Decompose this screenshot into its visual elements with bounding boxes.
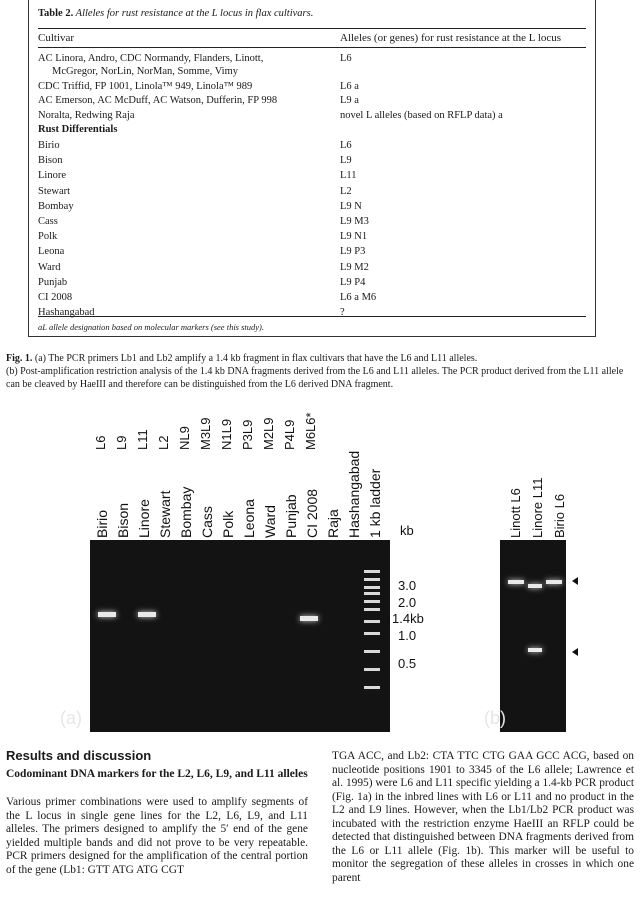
genotype-label-a: L6 [93,435,108,450]
differential-allele: L9 P4 [340,276,366,288]
differential-allele: ? [340,307,345,319]
differential-cultivar: Leona [38,246,65,258]
differential-allele: L9 P3 [340,246,366,258]
gel-panel-a [90,540,390,732]
body-column-2: TGA ACC, and Lb2: CTA TTC CTG GAA GCC ACG, based on nucleotide positions 1901 to 3345 of the L6 allele; Lawrence et al. 1995) were L6 and L11 specific yielding a 1.4-kb PCR product (Fig. 1a) in the inbred lines with L6 or L11 and no product in the L2 and L9 lines. However, when the Lb1/Lb2 PCR product was incubated with the restriction enzyme HaeIII an RFLP could be detected that distinguished between DNA fragments derived from the L6 or L11 allele (Fig. 1b). This marker will be useful to monitor the segregation of these alleles in crosses in which one parent [332,750,634,884]
marker-1.4kb: 1.4kb [392,611,424,626]
genotype-label-a: P3L9 [240,419,255,450]
ladder-band [364,608,380,611]
lane-label-a: Birio [94,509,110,538]
lane-label-a: Raja [325,509,341,538]
differential-allele: L6 [340,140,352,151]
lane-label-a: Leona [241,499,257,538]
differential-allele: L2 [340,185,352,197]
differential-allele: L6 a M6 [340,292,377,303]
differential-cultivar: Ward [38,261,61,273]
panel-label-a: (a) [60,708,82,728]
differential-cultivar: CI 2008 [38,292,73,303]
genotype-label-a: N1L9 [219,418,234,450]
table-frame [28,0,596,337]
differential-cultivar: Birio [38,140,60,151]
differential-allele: L9 M3 [340,216,369,227]
table-caption: Table 2. Alleles for rust resistance at the L locus in flax cultivars. [38,8,314,19]
table-header-alleles: Alleles (or genes) for rust resistance at the L locus [340,32,562,44]
ladder-band [364,570,380,573]
differential-cultivar: Bison [38,155,63,167]
ladder-band [364,632,380,635]
differential-cultivar: Punjab [38,276,68,288]
genotype-label-a: M6L6* [303,412,318,450]
band-birio-3.0kb [546,580,562,584]
arrow-b-upper [572,577,578,585]
table-bottom-rule [38,316,586,317]
ladder-band [364,592,380,595]
genotype-label-a: P4L9 [282,419,297,450]
table-top-rule [38,28,586,29]
table-header-cultivar: Cultivar [38,32,75,44]
arrow-1.4kb [384,615,390,623]
genotype-label-a: M2L9 [261,417,276,450]
band-linore-0.7kb [528,648,542,652]
differential-cultivar: Polk [38,231,58,243]
genotype-label-a: L9 [114,435,129,450]
band-linore-1.4kb [138,612,156,617]
genotype-label-a: L11 [135,429,150,450]
differential-cultivar: Linore [38,170,66,182]
ladder-band [364,578,380,581]
differential-allele: L9 M2 [340,261,369,273]
lane-label-a: Bombay [178,486,194,538]
differential-cultivar: Hashangabad [38,307,95,319]
table-row-allele: L9 a [340,95,359,106]
differential-allele: L9 N1 [340,231,368,243]
lane-label-a: Linore [136,499,152,538]
subsection-heading: Codominant DNA markers for the L2, L6, L9, and L11 alleles [6,768,308,780]
marker-2.0: 2.0 [398,595,417,610]
lane-label-b: Linore L11 [530,477,545,538]
differential-allele: L9 [340,155,352,167]
differential-cultivar: Cass [38,216,58,227]
genotype-label-a: M3L9 [198,417,213,450]
table-row-cultivar: McGregor, NorLin, NorMan, Somme, Vimy [52,66,238,77]
differential-allele: L9 N [340,200,362,212]
table-row-allele: novel L alleles (based on RFLP data) a [340,110,503,121]
lane-label-a: 1 kb ladder [367,468,383,538]
lane-label-a: CI 2008 [304,488,320,538]
table-row-cultivar: AC Emerson, AC McDuff, AC Watson, Dufferin, FP 998 [38,95,278,106]
gel-panel-b [500,540,566,732]
lane-label-a: Cass [199,506,215,538]
marker-0.5: 0.5 [398,656,417,671]
marker-1.0: 1.0 [398,628,417,643]
arrow-b-lower [572,648,578,656]
kb-unit: kb [400,523,414,538]
ladder-band [364,586,380,589]
band-ci2008-1.4kb [300,616,318,621]
lane-label-b: Birio L6 [552,493,567,538]
differential-cultivar: Stewart [38,185,71,197]
lane-label-a: Polk [220,510,236,538]
table-row-cultivar: AC Linora, Andro, CDC Normandy, Flanders, Linott, [38,53,264,64]
genotype-label-a: L2 [156,435,171,450]
lane-label-a: Bison [115,502,131,538]
marker-3.0: 3.0 [398,578,417,593]
ladder-band [364,620,380,623]
ladder-band [364,650,380,653]
table-row-allele: L6 [340,53,352,64]
differentials-heading: Rust Differentials [38,124,118,135]
band-birio-1.4kb [98,612,116,617]
ladder-band [364,600,380,603]
band-linott-3.0kb [508,580,524,584]
panel-label-b: (b) [484,708,506,728]
lane-label-a: Ward [262,505,278,538]
differential-cultivar: Bombay [38,200,74,212]
differential-allele: L11 [340,170,357,182]
table-row-cultivar: Noralta, Redwing Raja [38,110,135,121]
ladder-band [364,686,380,689]
genotype-label-a: NL9 [177,426,192,450]
band-linore-3.0kb [528,584,542,588]
table-row-cultivar: CDC Triffid, FP 1001, Linola™ 949, Linola™ 989 [38,81,253,92]
lane-label-a: Punjab [283,494,299,538]
lane-label-a: Hashangabad [346,450,362,538]
lane-label-b: Linott L6 [508,488,523,538]
body-column-1: Various primer combinations were used to amplify segments of the L locus in single gene lines for the L2, L6, L9, and L11 alleles. The primers designed to amplify the 5′ end of the gene yielded multiple bands and did not prove to be very repeatable. PCR primers designed for the amplification of the central portion of the gene (Lb1: GTT ATG ATG CGT [6,796,308,876]
figure-caption: Fig. 1. (a) The PCR primers Lb1 and Lb2 amplify a 1.4 kb fragment in flax cultivars that have the L6 and L11 alleles. (b) Post-amplification restriction analysis of the 1.4 kb DNA fragments derived from the L6 and L11 alleles. The PCR product derived from the L11 allele can be cleaved by HaeIII and therefore can be distinguished from the L6 derived DNA fragment. [6,353,624,390]
table-header-rule [38,47,586,48]
section-heading: Results and discussion [6,748,152,763]
table-row-allele: L6 a [340,81,359,92]
table-footnote: aL allele designation based on molecular markers (see this study). [38,322,265,332]
lane-label-a: Stewart [157,490,173,538]
ladder-band [364,668,380,671]
